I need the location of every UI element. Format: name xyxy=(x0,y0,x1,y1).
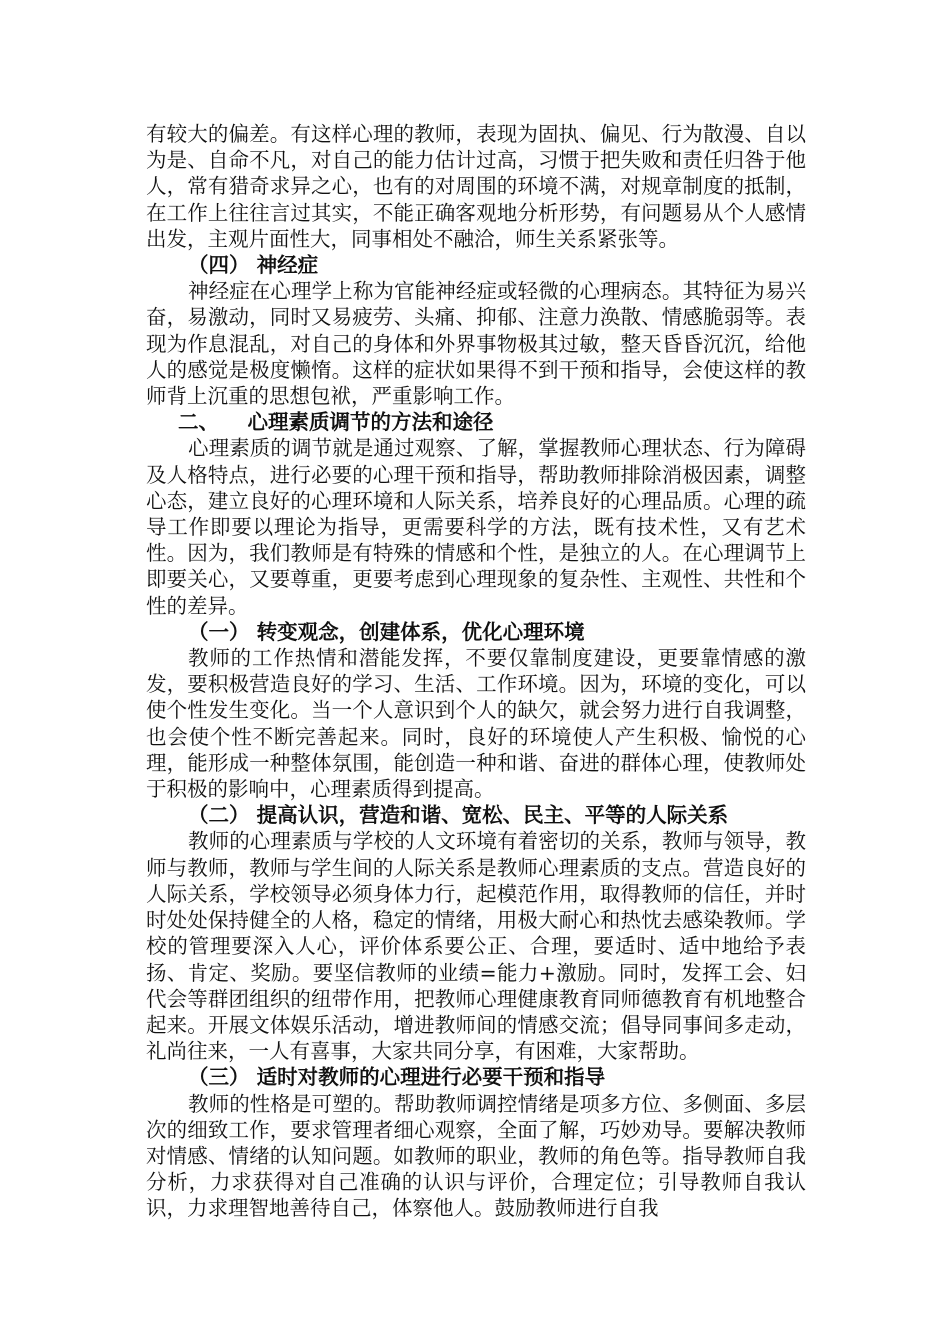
paragraph-environment: 教师的工作热情和潜能发挥，不要仅靠制度建设，更要靠情感的激发，要积极营造良好的学习、生活、工作环境。因为，环境的变化，可以使个性发生变化。当一个人意识到个人的缺欠，就会努力进行自我调整，也会使个性不断完善起来。同时，良好的环境使人产生积极、愉悦的心理，能形成一种整体氛围，能创造一种和谐、奋进的群体心理，使教师处于积极的影响中，心理素质得到提高。 xyxy=(146,646,806,802)
paragraph-neurosis: 神经症在心理学上称为官能神经症或轻微的心理病态。其特征为易兴奋，易激动，同时又易疲劳、头痛、抑郁、注意力涣散、情感脆弱等。表现为作息混乱，对自己的身体和外界事物极其过敏，整天昏昏沉沉，给他人的感觉是极度懒惰。这样的症状如果得不到干预和指导，会使这样的教师背上沉重的思想包袱，严重影响工作。 xyxy=(146,279,806,409)
heading-neurosis: （四） 神经症 xyxy=(188,253,319,278)
paragraph-relationships: 教师的心理素质与学校的人文环境有着密切的关系，教师与领导，教师与教师，教师与学生间的人际关系是教师心理素质的支点。营造良好的人际关系，学校领导必须身体力行，起模范作用，取得教师的信任，并时时处处保持健全的人格，稳定的情绪，用极大耐心和热忱去感染教师。学校的管理要深入人心，评价体系要公正、合理，要适时、适中地给予表扬、肯定、奖励。要坚信教师的业绩=能力+激励。同时，发挥工会、妇代会等群团组织的纽带作用，把教师心理健康教育同师德教育有机地整合起来。开展文体娱乐活动，增进教师间的情感交流；倡导同事间多走动，礼尚往来，一人有喜事，大家共同分享，有困难，大家帮助。 xyxy=(146,829,806,1064)
heading-subsection-2: （二） 提高认识，营造和谐、宽松、民主、平等的人际关系 xyxy=(188,803,729,828)
heading-section-2: 二、 心理素质调节的方法和途径 xyxy=(178,410,494,435)
paragraph-deviation-continued: 有较大的偏差。有这样心理的教师，表现为固执、偏见、行为散漫、自以为是、自命不凡，对自己的能力估计过高，习惯于把失败和责任归咎于他人，常有猎奇求异之心，也有的对周围的环境不满，对规章制度的抵制，在工作上往往言过其实，不能正确客观地分析形势，有问题易从个人感情出发，主观片面性大，同事相处不融洽，师生关系紧张等。 xyxy=(146,122,806,251)
paragraph-adjustment-intro: 心理素质的调节就是通过观察、了解，掌握教师心理状态、行为障碍及人格特点，进行必要的心理干预和指导，帮助教师排除消极因素，调整心态，建立良好的心理环境和人际关系，培养良好的心理品质。心理的疏导工作即要以理论为指导，更需要科学的方法，既有技术性，又有艺术性。因为，我们教师是有特殊的情感和个性，是独立的人。在心理调节上即要关心，又要尊重，更要考虑到心理现象的复杂性、主观性、共性和个性的差异。 xyxy=(146,436,806,618)
heading-subsection-1: （一） 转变观念，创建体系，优化心理环境 xyxy=(188,619,585,644)
document-page xyxy=(146,121,806,1222)
paragraph-intervention: 教师的性格是可塑的。帮助教师调控情绪是项多方位、多侧面、多层次的细致工作，要求管理者细心观察，全面了解，巧妙劝导。要解决教师对情感、情绪的认知问题。如教师的职业，教师的角色等。指导教师自我分析，力求获得对自己准确的认识与评价，合理定位；引导教师自我认识，力求理智地善待自己，体察他人。鼓励教师进行自我 xyxy=(146,1091,806,1221)
heading-subsection-3: （三） 适时对教师的心理进行必要干预和指导 xyxy=(188,1065,606,1090)
